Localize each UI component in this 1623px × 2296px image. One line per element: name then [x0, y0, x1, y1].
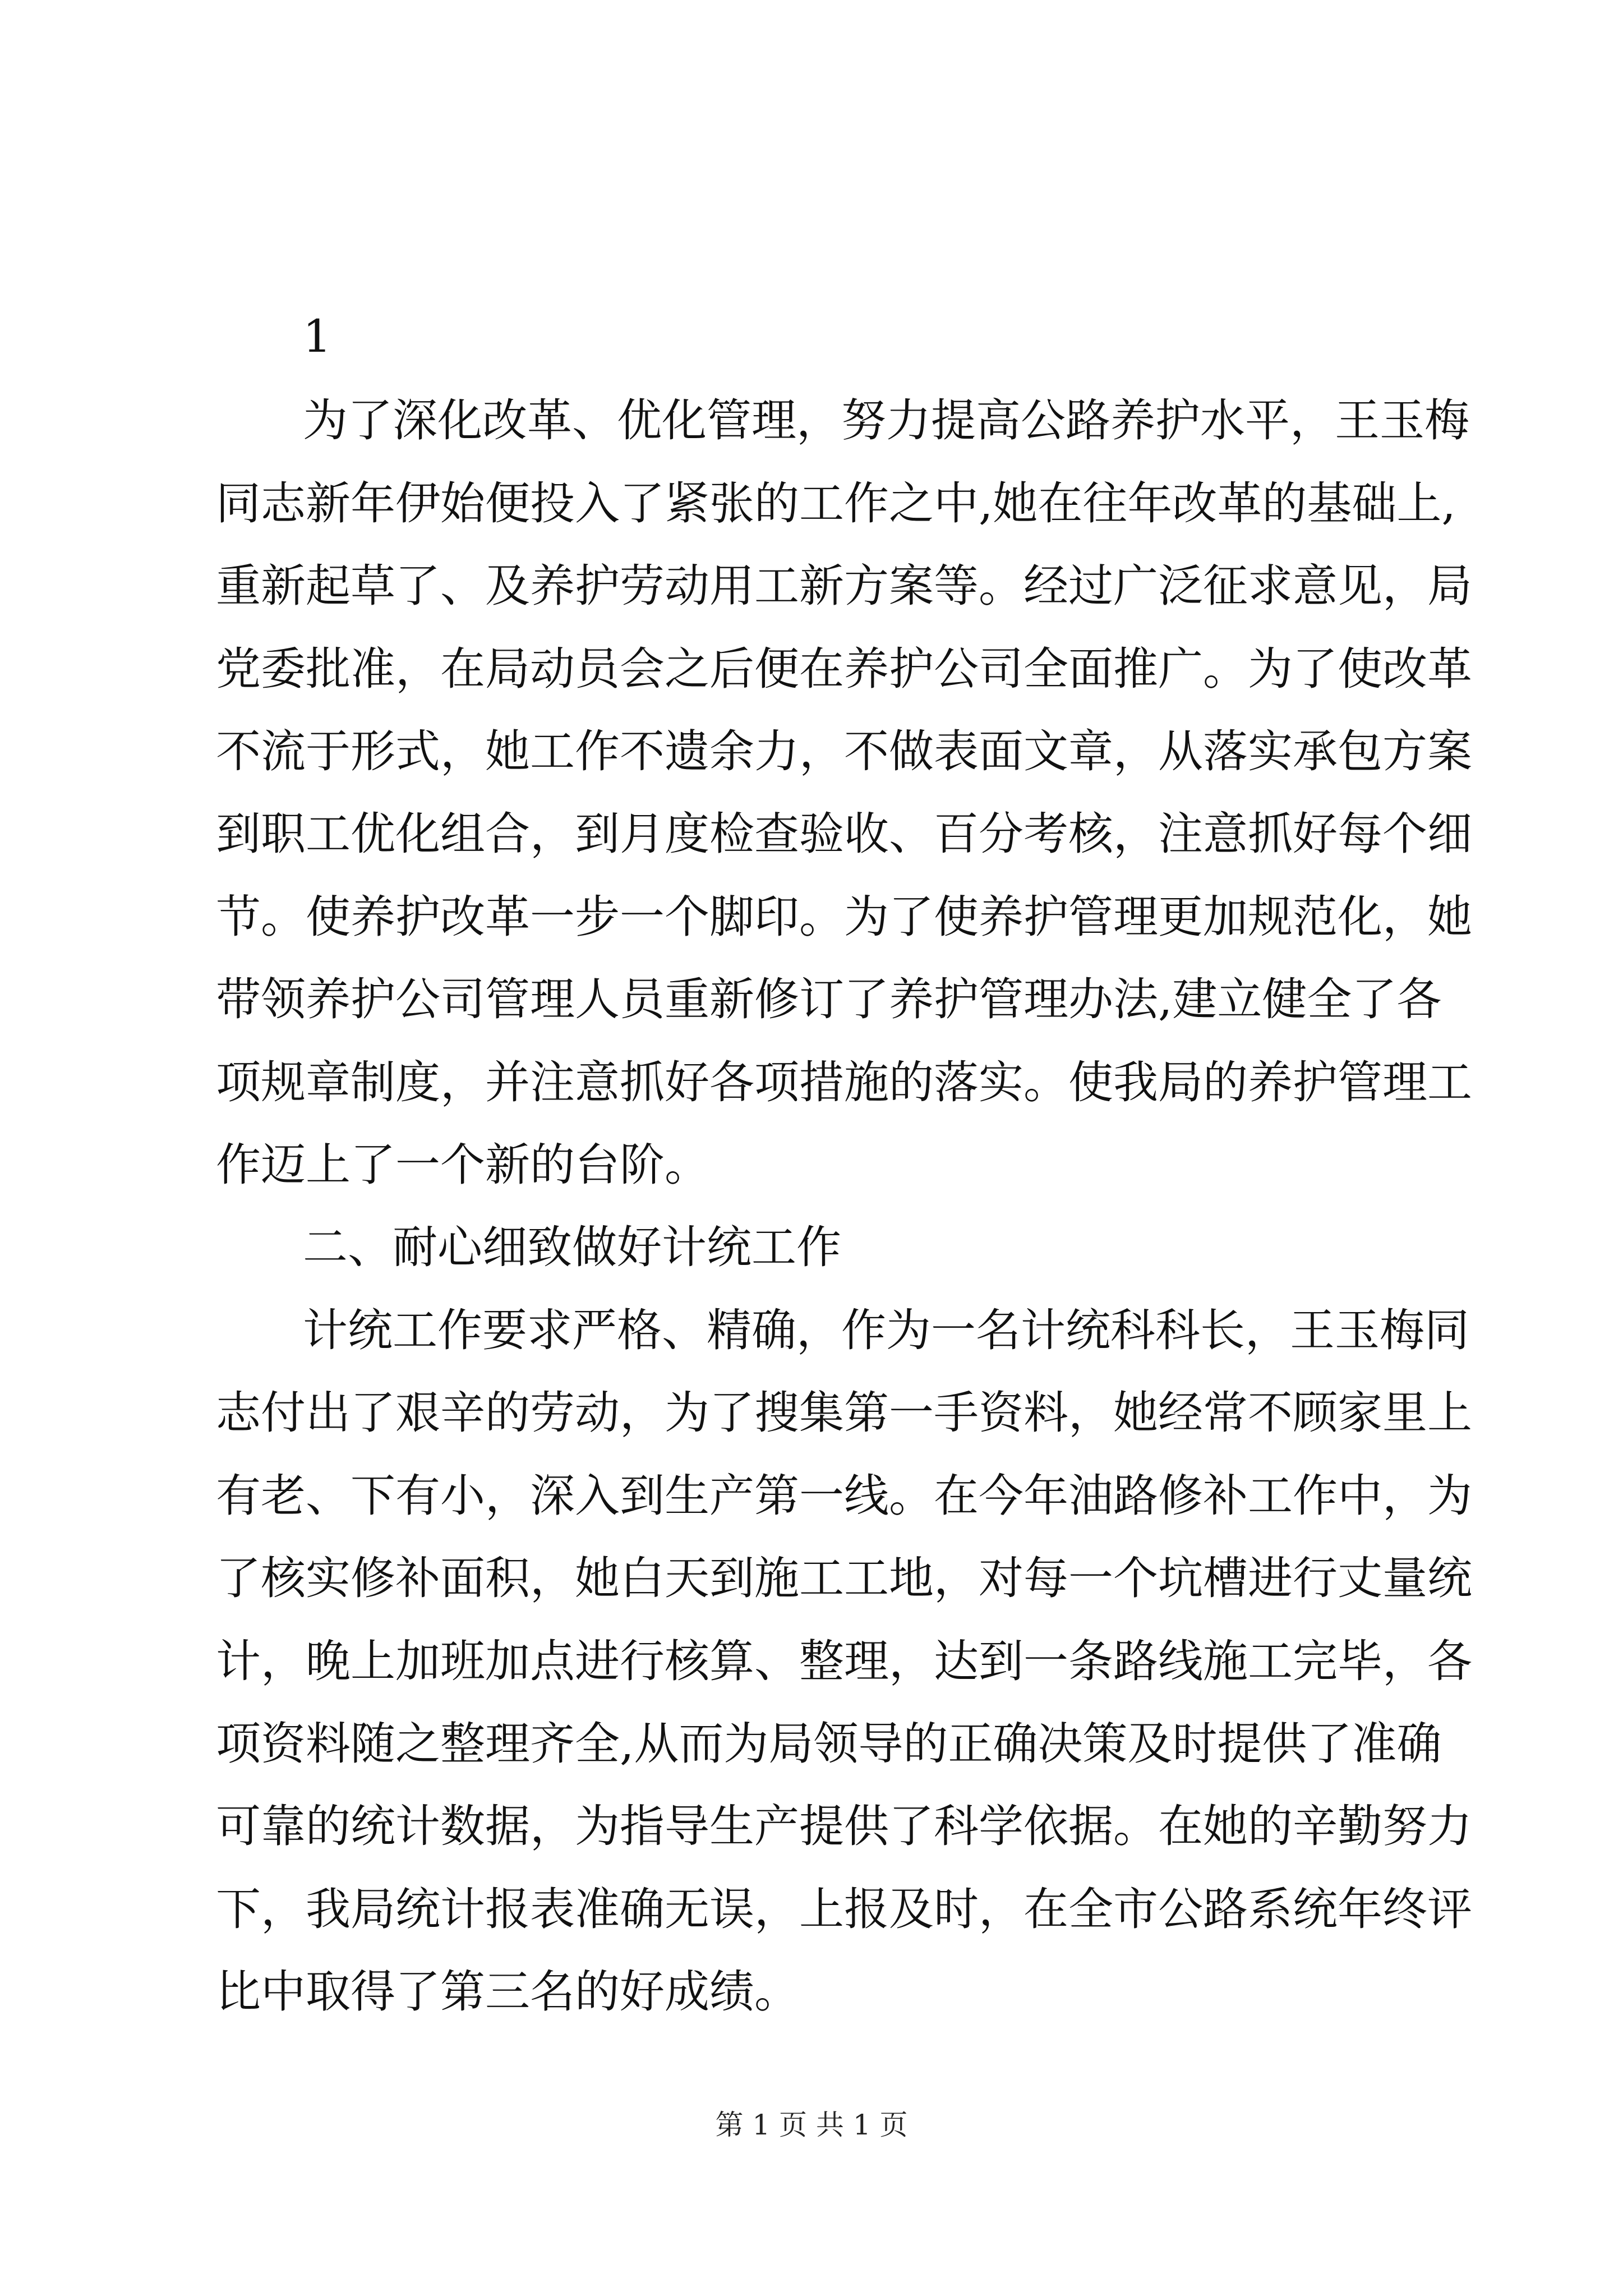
paragraph-2-line: 计，晚上加班加点进行核算、整理，达到一条路线施工完毕，各: [216, 1635, 1472, 1687]
paragraph-1-line: 党委批准，在局动员会之后便在养护公司全面推广。为了使改革: [216, 643, 1472, 695]
paragraph-1-line: 节。使养护改革一步一个脚印。为了使养护管理更加规范化，她: [216, 891, 1472, 943]
paragraph-2-line: 有老、下有小，深入到生产第一线。在今年油路修补工作中，为: [216, 1470, 1472, 1522]
page-footer: 第 1 页 共 1 页: [715, 2109, 908, 2141]
paragraph-2-line: 项资料随之整理齐全,从而为局领导的正确决策及时提供了准确: [216, 1718, 1442, 1770]
paragraph-1-line: 带领养护公司管理人员重新修订了养护管理办法,建立健全了各: [216, 973, 1442, 1025]
paragraph-2-line: 计统工作要求严格、精确，作为一名计统科科长，王玉梅同: [303, 1304, 1469, 1356]
paragraph-1-line: 同志新年伊始便投入了紧张的工作之中,她在往年改革的基础上,: [216, 477, 1456, 530]
section-heading: 二、耐心细致做好计统工作: [303, 1221, 841, 1273]
paragraph-2-line: 下，我局统计报表准确无误，上报及时，在全市公路系统年终评: [216, 1883, 1472, 1935]
paragraph-1-line: 重新起草了、及养护劳动用工新方案等。经过广泛征求意见，局: [216, 560, 1472, 612]
paragraph-1-line: 不流于形式，她工作不遗余力，不做表面文章，从落实承包方案: [216, 725, 1472, 777]
paragraph-1-line: 项规章制度，并注意抓好各项措施的落实。使我局的养护管理工: [216, 1056, 1472, 1108]
paragraph-2-line: 了核实修补面积，她白天到施工工地，对每一个坑槽进行丈量统: [216, 1552, 1472, 1604]
paragraph-2-line: 可靠的统计数据，为指导生产提供了科学依据。在她的辛勤努力: [216, 1800, 1472, 1852]
paragraph-1-line: 为了深化改革、优化管理，努力提高公路养护水平，王玉梅: [303, 394, 1469, 447]
paragraph-2-line: 志付出了艰辛的劳动，为了搜集第一手资料，她经常不顾家里上: [216, 1387, 1472, 1439]
paragraph-1-line: 作迈上了一个新的台阶。: [216, 1139, 709, 1191]
paragraph-2-line: 比中取得了第三名的好成绩。: [216, 1966, 799, 2018]
paragraph-1-line: 到职工优化组合，到月度检查验收、百分考核，注意抓好每个细: [216, 808, 1472, 860]
page-marker: 1: [303, 310, 331, 362]
